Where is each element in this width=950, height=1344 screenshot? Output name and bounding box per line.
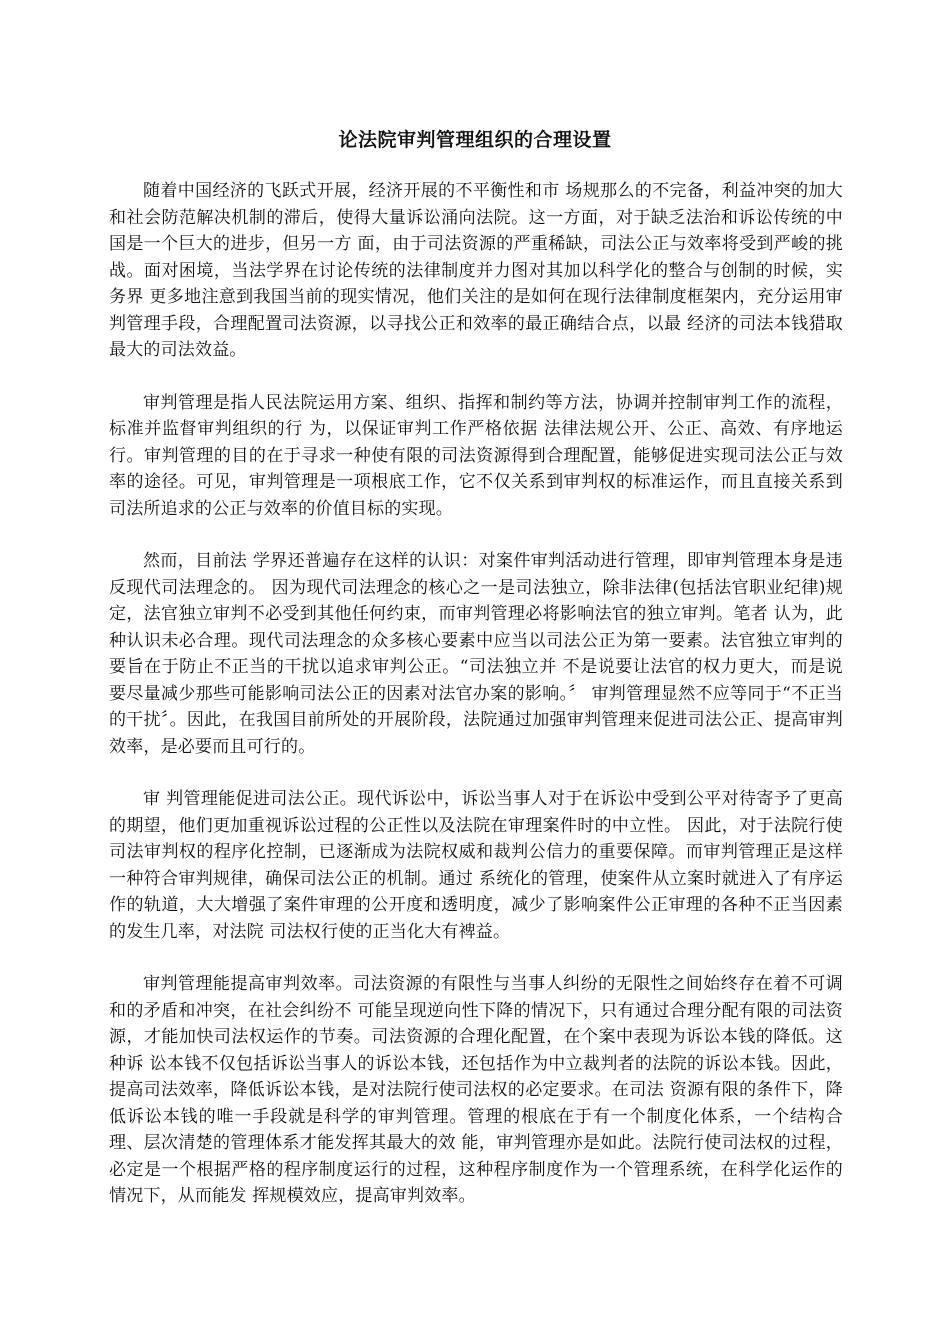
document-title: 论法院审判管理组织的合理设置 bbox=[338, 129, 612, 151]
paragraph-1: 随着中国经济的飞跃式开展，经济开展的不平衡性和市 场规那么的不完备，利益冲突的加大和社会防范解决机制的滞后，使得大量诉讼涌向法院。这一方面，对于缺乏法治和诉讼传统的中国是一个巨大的进步，但另一方 面，由于司法资源的严重稀缺，司法公正与效率将受到严峻的挑战。面对困境，当法学界在讨论传统的法律制度并力图对其加以科学化的整合与创制的时候，实务界 更多地注意到我国当前的现实情况，他们关注的是如何在现行法律制度框架内，充分运用审判管理手段，合理配置司法资源，以寻找公正和效率的最正确结合点，以最 经济的司法本钱猎取最大的司法效益。 bbox=[109, 181, 843, 360]
document-body bbox=[109, 178, 843, 1236]
paragraph-2: 审判管理是指人民法院运用方案、组织、指挥和制约等方法，协调并控制审判工作的流程，标准并监督审判组织的行 为，以保证审判工作严格依据 法律法规公开、公正、高效、有序地运行。审判管理的目的在于寻求一种使有限的司法资源得到合理配置，能够促进实现司法公正与效 率的途径。可见，审判管理是一项根底工作，它不仅关系到审判权的标准运作，而且直接关系到司法所追求的公正与效率的价值目标的实现。 bbox=[109, 392, 843, 519]
paragraph-4: 审 判管理能促进司法公正。现代诉讼中，诉讼当事人对于在诉讼中受到公平对待寄予了更高的期望，他们更加重视诉讼过程的公正性以及法院在审理案件时的中立性。 因此，对于法院行使司法审判权的程序化控制，已逐渐成为法院权威和裁判公信力的重要保障。而审判管理正是这样一种符合审判规律，确保司法公正的机制。通过 系统化的管理，使案件从立案时就进入了有序运作的轨道，大大增强了案件审理的公开度和透明度，减少了影响案件公正审理的各种不正当因素的发生几率，对法院 司法权行使的正当化大有裨益。 bbox=[109, 789, 843, 942]
paragraph-3: 然而，目前法 学界还普遍存在这样的认识：对案件审判活动进行管理，即审判管理本身是违反现代司法理念的。 因为现代司法理念的核心之一是司法独立，除非法律(包括法官职业纪律)规定，法官独立审判不必受到其他任何约束，而审判管理必将影响法官的独立审判。笔者 认为，此种认识未必合理。现代司法理念的众多核心要素中应当以司法公正为第一要素。法官独立审判的要旨在于防止不正当的干扰以追求审判公正。“司法独立并 不是说要让法官的权力更大，而是说要尽量减少那些可能影响司法公正的因素对法官办案的影响。〞 审判管理显然不应等同于“不正当的干扰〞。因此，在我国目前所处的开展阶段，法院通过加强审判管理来促进司法公正、提高审判效率，是必要而且可行的。 bbox=[109, 551, 843, 757]
paragraph-5: 审判管理能提高审判效率。司法资源的有限性与当事人纠纷的无限性之间始终存在着不可调和的矛盾和冲突，在社会纠纷不 可能呈现逆向性下降的情况下，只有通过合理分配有限的司法资源，才能加快司法权运作的节奏。司法资源的合理化配置，在个案中表现为诉讼本钱的降低。这种诉 讼本钱不仅包括诉讼当事人的诉讼本钱，还包括作为中立裁判者的法院的诉讼本钱。因此，提高司法效率，降低诉讼本钱，是对法院行使司法权的必定要求。在司法 资源有限的条件下，降低诉讼本钱的唯一手段就是科学的审判管理。管理的根底在于有一个制度化体系，一个结构合理、层次清楚的管理体系才能发挥其最大的效 能，审判管理亦是如此。法院行使司法权的过程，必定是一个根据严格的程序制度运行的过程，这种程序制度作为一个管理系统，在科学化运作的情况下，从而能发 挥规模效应，提高审判效率。 bbox=[109, 974, 843, 1206]
